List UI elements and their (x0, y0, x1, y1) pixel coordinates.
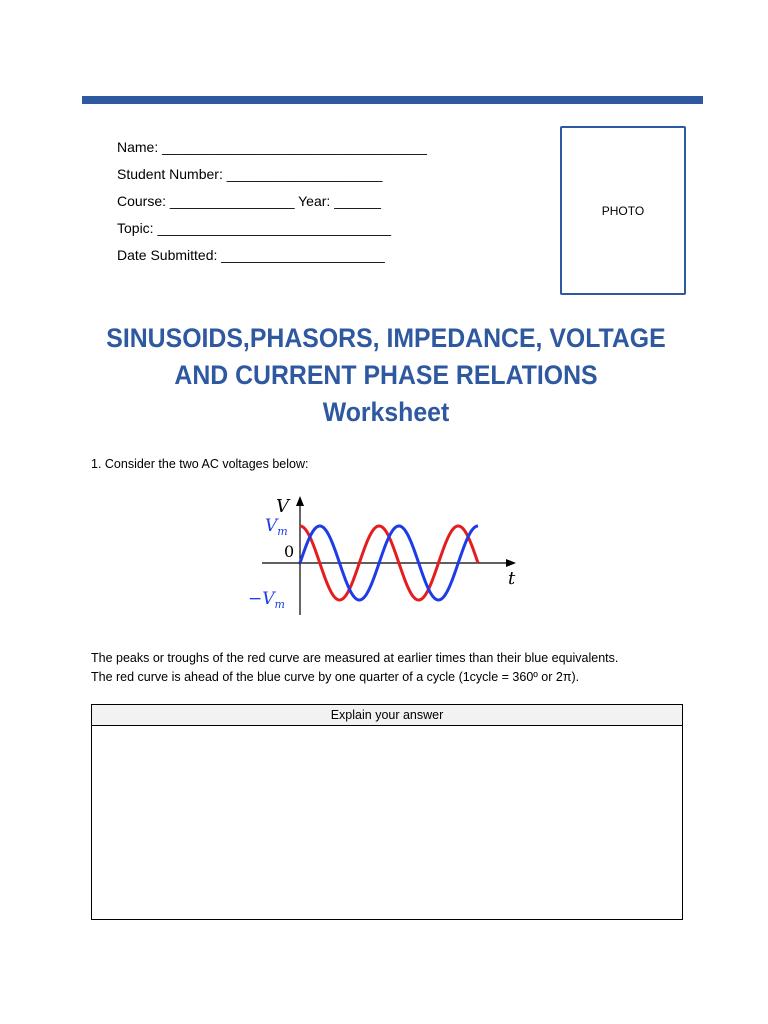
neg-vm-label: $-V_m$ (248, 589, 285, 611)
page-title (31, 320, 741, 431)
question-1: 1. Consider the two AC voltages below: (91, 457, 309, 471)
course-year-field[interactable]: Course: ________________ Year: ______ (117, 193, 381, 209)
photo-box (560, 126, 686, 295)
x-axis-arrow-icon (506, 559, 516, 567)
y-axis-label: V (276, 496, 289, 517)
title-line-3: Worksheet (322, 397, 450, 427)
paragraph-line-1: The peaks or troughs of the red curve are measured at earlier times than their blue equivalents. (91, 651, 619, 665)
sinusoid-graph (240, 490, 530, 620)
x-axis-label: t (508, 568, 516, 589)
y-axis-arrow-icon (296, 496, 304, 506)
answer-box-header: Explain your answer (92, 705, 682, 726)
topic-field[interactable]: Topic: ______________________________ (117, 220, 392, 236)
vm-label: $V_m$ (265, 516, 288, 538)
student-number-field[interactable]: Student Number: ____________________ (117, 166, 383, 182)
title-line-2: AND CURRENT PHASE RELATIONS (174, 360, 598, 390)
name-field[interactable]: Name: __________________________________ (117, 139, 427, 155)
explanation-paragraph (91, 649, 711, 687)
title-line-1: SINUSOIDS,PHASORS, IMPEDANCE, VOLTAGE (106, 323, 666, 353)
photo-label: PHOTO (601, 203, 645, 218)
zero-label: 0 (284, 542, 295, 561)
date-submitted-field[interactable]: Date Submitted: _____________________ (117, 247, 385, 263)
student-info-form (117, 134, 427, 269)
paragraph-line-2: The red curve is ahead of the blue curve by one quarter of a cycle (1cycle = 360º or 2π). (91, 670, 580, 684)
answer-box[interactable] (91, 704, 683, 920)
top-rule (82, 96, 703, 104)
